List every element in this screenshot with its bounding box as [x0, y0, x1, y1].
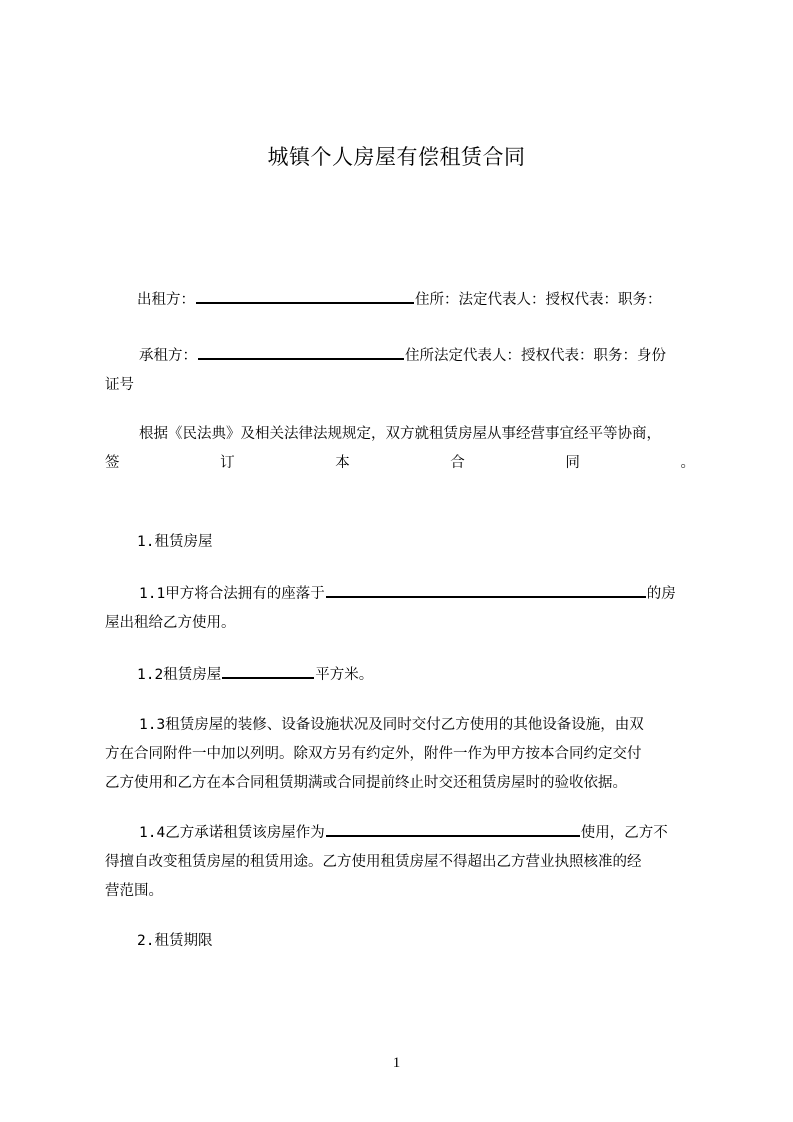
section-1-heading: 1.租赁房屋	[137, 534, 213, 550]
section-2-heading: 2.租赁期限	[137, 933, 213, 949]
area-blank	[222, 663, 314, 679]
page-number: 1	[392, 1055, 401, 1071]
lessee-details: 住所法定代表人：授权代表：职务：身份	[405, 348, 666, 364]
preamble-line-1: 根据《民法典》及相关法律法规规定，双方就租赁房屋从事经营事宜经平等协商，	[139, 426, 661, 442]
clause-1-3-line-1: 租赁房屋的装修、设备设施状况及同时交付乙方使用的其他设备设施，由双	[165, 717, 644, 733]
lessee-label: 承租方：	[139, 348, 197, 364]
preamble-char: 同	[565, 455, 580, 471]
clause-1-1-suffix: 的房	[646, 586, 676, 602]
clause-1-1-line-2: 屋出租给乙方使用。	[105, 615, 236, 631]
preamble-char: 签	[105, 455, 120, 471]
clause-1-4-suffix: 使用，乙方不	[580, 825, 668, 841]
clause-1-4-number: 1.4	[139, 825, 166, 841]
lessee-paragraph	[105, 342, 700, 400]
preamble-char: 合	[450, 455, 465, 471]
clause-1-1-number: 1.1	[139, 586, 166, 602]
clause-1-2	[137, 661, 727, 690]
clause-1-4-line-3: 营范围。	[105, 883, 163, 899]
lessor-paragraph	[137, 286, 697, 315]
clause-1-4-line-2: 得擅自改变租赁房屋的租赁用途。乙方使用租赁房屋不得超出乙方营业执照核准的经	[105, 854, 642, 870]
lessor-label: 出租方：	[137, 292, 195, 308]
clause-1-2-suffix: 平方米。	[315, 667, 374, 683]
clause-1-2-number: 1.2	[137, 667, 164, 683]
lessor-name-blank	[196, 288, 414, 304]
clause-1-3-number: 1.3	[139, 717, 166, 733]
clause-1-1	[105, 580, 700, 638]
usage-blank	[326, 821, 580, 837]
location-blank	[326, 582, 646, 598]
clause-1-4-text: 乙方承诺租赁该房屋作为	[165, 825, 325, 841]
lessee-name-blank	[198, 344, 404, 360]
clause-1-3	[105, 711, 700, 798]
clause-1-4	[105, 819, 700, 906]
preamble-char: 订	[220, 455, 235, 471]
clause-1-1-text: 甲方将合法拥有的座落于	[165, 586, 325, 602]
preamble-char: 。	[680, 455, 695, 471]
preamble-paragraph	[105, 420, 695, 478]
clause-1-3-line-2: 方在合同附件一中加以列明。除双方另有约定外，附件一作为甲方按本合同约定交付	[105, 746, 642, 762]
lessor-details: 住所：法定代表人：授权代表：职务：	[415, 292, 662, 308]
preamble-char: 本	[335, 455, 350, 471]
clause-1-3-line-3: 乙方使用和乙方在本合同租赁期满或合同提前终止时交还租赁房屋时的验收依据。	[105, 775, 627, 791]
clause-1-2-text: 租赁房屋	[163, 667, 222, 683]
lessee-id-label: 证号	[105, 377, 134, 393]
preamble-line-2	[105, 449, 695, 478]
document-title: 城镇个人房屋有偿租赁合同	[267, 145, 526, 169]
